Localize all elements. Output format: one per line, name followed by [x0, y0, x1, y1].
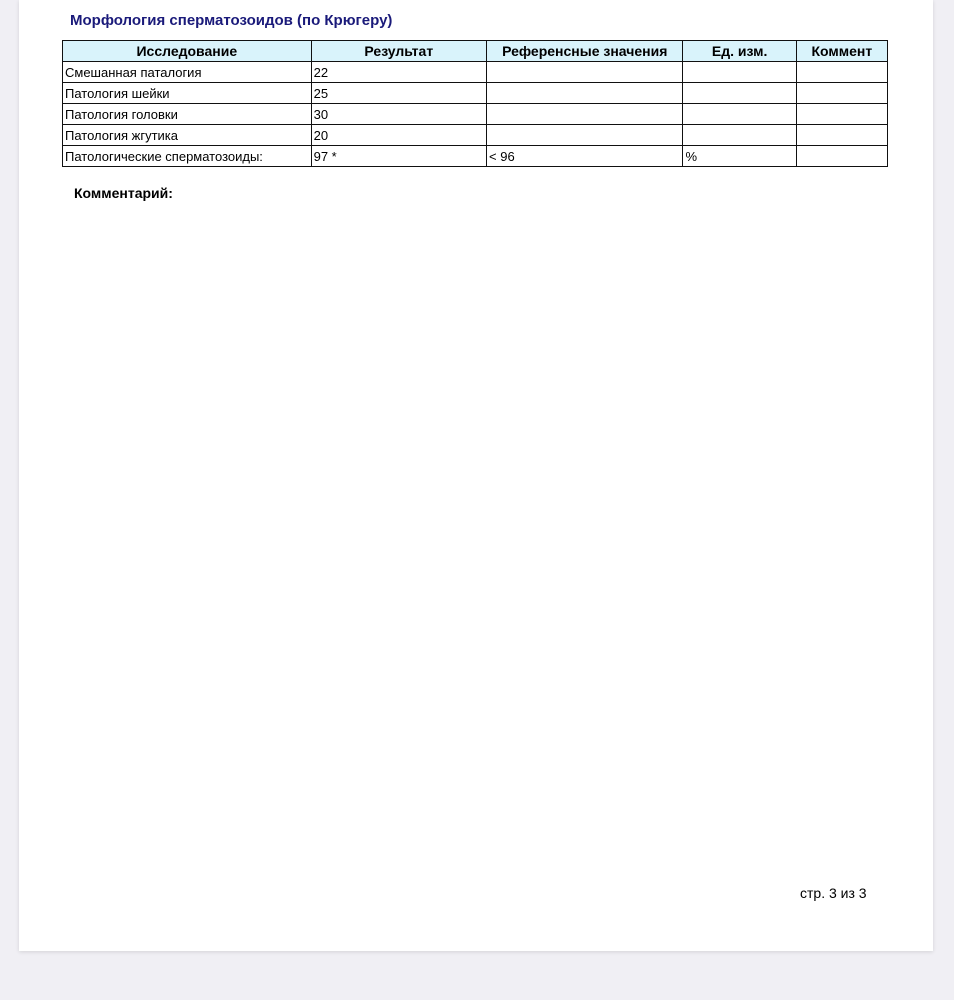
cell-reference [487, 104, 683, 125]
cell-comment [796, 146, 887, 167]
table-header-row [63, 41, 888, 62]
table-row [63, 146, 888, 167]
cell-study: Патология головки [63, 104, 312, 125]
cell-unit: % [683, 146, 796, 167]
column-header-comment: Коммент [796, 41, 887, 62]
cell-comment [796, 104, 887, 125]
cell-unit [683, 62, 796, 83]
cell-unit [683, 125, 796, 146]
cell-study: Патология жгутика [63, 125, 312, 146]
cell-unit [683, 83, 796, 104]
cell-result: 97 * [311, 146, 486, 167]
cell-result: 22 [311, 62, 486, 83]
cell-reference: < 96 [487, 146, 683, 167]
table-row [63, 62, 888, 83]
section-title: Морфология сперматозоидов (по Крюгеру) [70, 12, 393, 29]
table-row [63, 125, 888, 146]
document-page [19, 0, 933, 951]
cell-result: 25 [311, 83, 486, 104]
cell-comment [796, 83, 887, 104]
cell-unit [683, 104, 796, 125]
cell-comment [796, 125, 887, 146]
cell-reference [487, 62, 683, 83]
table-row [63, 83, 888, 104]
cell-result: 20 [311, 125, 486, 146]
results-table [62, 40, 888, 167]
cell-study: Смешанная паталогия [63, 62, 312, 83]
cell-reference [487, 125, 683, 146]
cell-reference [487, 83, 683, 104]
column-header-unit: Ед. изм. [683, 41, 796, 62]
cell-comment [796, 62, 887, 83]
column-header-result: Результат [311, 41, 486, 62]
table-row [63, 104, 888, 125]
column-header-study: Исследование [63, 41, 312, 62]
page-number: стр. 3 из 3 [800, 885, 867, 901]
column-header-reference: Референсные значения [487, 41, 683, 62]
cell-study: Патологические сперматозоиды: [63, 146, 312, 167]
cell-result: 30 [311, 104, 486, 125]
comment-label: Комментарий: [74, 185, 173, 201]
cell-study: Патология шейки [63, 83, 312, 104]
